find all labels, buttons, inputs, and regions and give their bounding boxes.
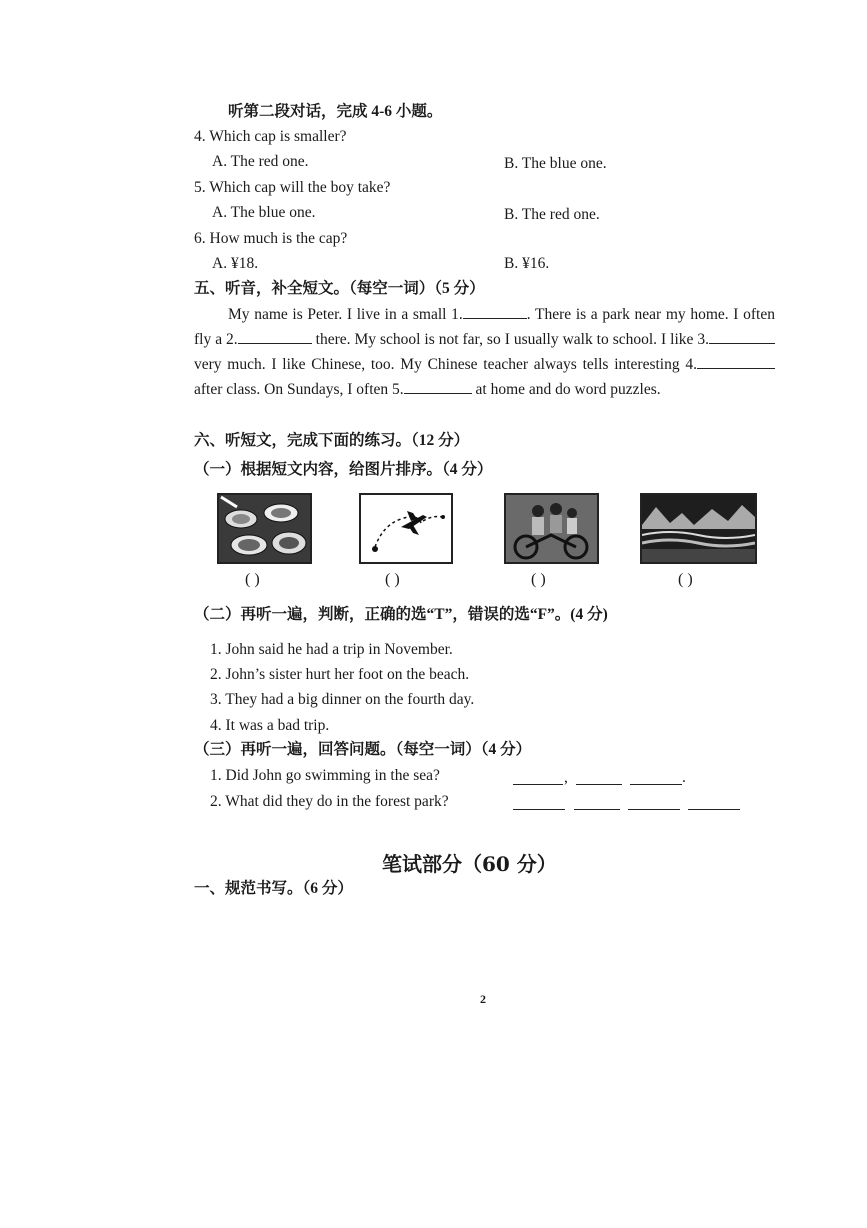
order-blank-4[interactable]: ( ) xyxy=(678,571,693,588)
judge-item: 3. They had a big dinner on the fourth day. xyxy=(210,691,475,708)
food-plates-picture xyxy=(217,493,312,564)
cloze-text: . There is a park near my home. I xyxy=(526,306,739,323)
answer-blank[interactable] xyxy=(513,784,563,785)
cloze-text: very much. I like Chinese, too. My Chinese teacher always tells xyxy=(194,356,609,373)
cloze-text: word puzzles. xyxy=(574,381,661,398)
judge-item: 1. John said he had a trip in November. xyxy=(210,641,453,658)
q5-option-b: B. The red one. xyxy=(504,206,600,223)
q6-option-a: A. ¥18. xyxy=(212,255,259,272)
answer-question-2: 2. What did they do in the forest park? xyxy=(210,793,449,810)
cloze-text: often fly a 2. xyxy=(194,306,775,348)
cloze-text: interesting 4. xyxy=(614,356,698,373)
q6-option-b: B. ¥16. xyxy=(504,255,550,272)
answer-question-1: 1. Did John go swimming in the sea? xyxy=(210,767,440,784)
blank-4[interactable] xyxy=(697,354,775,369)
answer-period: . xyxy=(682,769,686,786)
judge-item: 4. It was a bad trip. xyxy=(210,717,330,734)
answer-blank[interactable] xyxy=(576,784,622,785)
q4-option-b: B. The blue one. xyxy=(504,155,607,172)
blank-3[interactable] xyxy=(709,329,775,344)
page-number: 2 xyxy=(480,992,486,1006)
question-4: 4. Which cap is smaller? xyxy=(194,128,347,145)
cloze-text: there. My school is not far, so I usually walk to school. I like xyxy=(311,331,694,348)
cloze-text: My name is Peter. I live in a small 1. xyxy=(228,306,463,323)
q4-option-a: A. The red one. xyxy=(212,153,309,170)
question-6: 6. How much is the cap? xyxy=(194,230,348,247)
blank-5[interactable] xyxy=(404,379,472,394)
order-blank-3[interactable]: ( ) xyxy=(531,571,546,588)
written-section-1-heading: 一、规范书写。（6 分） xyxy=(194,880,353,897)
written-part-title: 笔试部分（60 分） xyxy=(382,852,557,876)
cloze-text: at home and do xyxy=(471,381,571,398)
answer-comma: , xyxy=(564,769,568,786)
sea-mountain-picture xyxy=(640,493,757,564)
answer-blank[interactable] xyxy=(513,809,565,810)
sub-section-3: （三）再听一遍，回答问题。（每空一词）（4 分） xyxy=(194,741,532,758)
sub-section-2: （二）再听一遍，判断，正确的选“T”，错误的选“F”。(4 分) xyxy=(194,606,608,623)
blank-2[interactable] xyxy=(238,329,312,344)
section-6-heading: 六、听短文，完成下面的练习。（12 分） xyxy=(194,432,470,449)
order-blank-2[interactable]: ( ) xyxy=(385,571,400,588)
blank-1[interactable] xyxy=(463,304,527,319)
answer-blank[interactable] xyxy=(574,809,620,810)
sub-section-1: （一）根据短文内容，给图片排序。（4 分） xyxy=(194,461,493,478)
airplane-flight-picture xyxy=(359,493,453,564)
answer-blank[interactable] xyxy=(630,784,682,785)
part-heading: 听第二段对话，完成 4-6 小题。 xyxy=(228,103,443,120)
judge-item: 2. John’s sister hurt her foot on the beach. xyxy=(210,666,470,683)
order-blank-1[interactable]: ( ) xyxy=(245,571,260,588)
answer-blank[interactable] xyxy=(688,809,740,810)
family-bicycle-picture xyxy=(504,493,599,564)
cloze-text: after class. On Sundays, I often 5. xyxy=(194,381,404,398)
q5-option-a: A. The blue one. xyxy=(212,204,316,221)
question-5: 5. Which cap will the boy take? xyxy=(194,179,391,196)
answer-blank[interactable] xyxy=(628,809,680,810)
section-5-heading: 五、听音，补全短文。（每空一词）（5 分） xyxy=(194,280,485,297)
cloze-text: 3. xyxy=(697,331,710,348)
cloze-passage xyxy=(194,302,775,402)
